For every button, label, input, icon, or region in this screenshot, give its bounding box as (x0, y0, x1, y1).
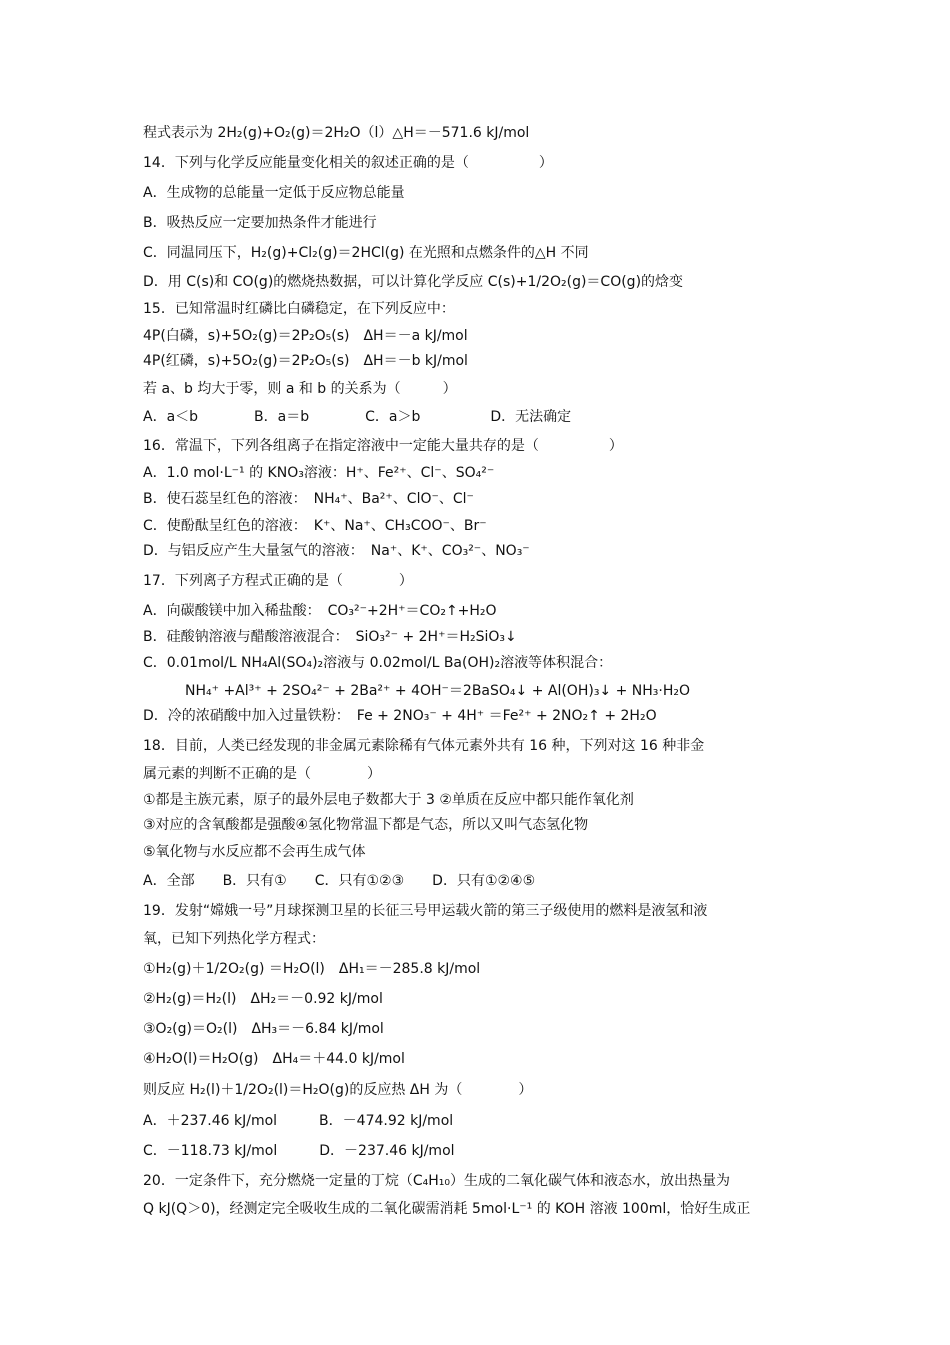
q17-option-a: A．向碳酸镁中加入稀盐酸： CO₃²⁻+2H⁺＝CO₂↑+H₂O (143, 603, 497, 619)
q16-option-b: B．使石蕊呈红色的溶液： NH₄⁺、Ba²⁺、ClO⁻、Cl⁻ (143, 491, 474, 507)
q19-equation-4: ④H₂O(l)＝H₂O(g) ΔH₄＝＋44.0 kJ/mol (143, 1051, 405, 1067)
question-14: 14．下列与化学反应能量变化相关的叙述正确的是（ ） (143, 155, 553, 171)
question-19-continued: 氧，已知下列热化学方程式： (143, 931, 325, 947)
question-17: 17．下列离子方程式正确的是（ ） (143, 573, 413, 589)
q18-statement-5: ⑤氧化物与水反应都不会再生成气体 (143, 844, 366, 860)
question-16: 16．常温下，下列各组离子在指定溶液中一定能大量共存的是（ ） (143, 438, 623, 454)
q16-option-c: C．使酚酞呈红色的溶液： K⁺、Na⁺、CH₃COO⁻、Br⁻ (143, 518, 487, 534)
q19-equation-3: ③O₂(g)＝O₂(l) ΔH₃＝－6.84 kJ/mol (143, 1021, 384, 1037)
q17-option-c-equation: NH₄⁺ +Al³⁺ + 2SO₄²⁻ + 2Ba²⁺ + 4OH⁻＝2BaSO₄↓ + Al(OH)₃↓ + NH₃·H₂O (185, 683, 691, 699)
q16-option-a: A．1.0 mol·L⁻¹ 的 KNO₃溶液：H⁺、Fe²⁺、Cl⁻、SO₄²⁻ (143, 465, 495, 481)
q15-options: A．a＜b B．a＝b C．a＞b D．无法确定 (143, 409, 572, 425)
q17-option-b: B．硅酸钠溶液与醋酸溶液混合： SiO₃²⁻ + 2H⁺＝H₂SiO₃↓ (143, 629, 517, 645)
q17-option-d: D．冷的浓硝酸中加入过量铁粉： Fe + 2NO₃⁻ + 4H⁺ ＝Fe²⁺ + 2NO₂↑ + 2H₂O (143, 708, 657, 724)
question-20-continued: Q kJ(Q＞0)，经测定完全吸收生成的二氧化碳需消耗 5mol·L⁻¹ 的 KOH 溶液 100ml，恰好生成正 (143, 1201, 751, 1217)
question-18: 18．目前，人类已经发现的非金属元素除稀有气体元素外共有 16 种，下列对这 16 种非金 (143, 738, 705, 754)
q19-target-reaction: 则反应 H₂(l)＋1/2O₂(l)＝H₂O(g)的反应热 ΔH 为（ ） (143, 1082, 533, 1098)
q19-options-cd: C．－118.73 kJ/mol D．－237.46 kJ/mol (143, 1143, 455, 1159)
question-20: 20．一定条件下，充分燃烧一定量的丁烷（C₄H₁₀）生成的二氧化碳气体和液态水，放出热量为 (143, 1173, 730, 1189)
q17-option-c: C．0.01mol/L NH₄Al(SO₄)₂溶液与 0.02mol/L Ba(OH)₂溶液等体积混合： (143, 655, 613, 671)
question-19: 19．发射“嫦娥一号”月球探测卫星的长征三号甲运载火箭的第三子级使用的燃料是液氢和液 (143, 903, 708, 919)
q19-equation-1: ①H₂(g)＋1/2O₂(g) ＝H₂O(l) ΔH₁＝－285.8 kJ/mol (143, 961, 481, 977)
q15-condition: 若 a、b 均大于零，则 a 和 b 的关系为（ ） (143, 381, 457, 397)
q19-equation-2: ②H₂(g)＝H₂(l) ΔH₂＝－0.92 kJ/mol (143, 991, 383, 1007)
q16-option-d: D．与铝反应产生大量氢气的溶液： Na⁺、K⁺、CO₃²⁻、NO₃⁻ (143, 543, 530, 559)
q18-statement-1-2: ①都是主族元素，原子的最外层电子数都大于 3 ②单质在反应中都只能作氧化剂 (143, 792, 634, 808)
line-equation-continued: 程式表示为 2H₂(g)+O₂(g)＝2H₂O（l）△H＝－571.6 kJ/mol (143, 125, 530, 141)
question-18-continued: 属元素的判断不正确的是（ ） (143, 766, 381, 782)
q14-option-b: B．吸热反应一定要加热条件才能进行 (143, 215, 377, 231)
q19-options-ab: A．＋237.46 kJ/mol B．－474.92 kJ/mol (143, 1113, 454, 1129)
q15-reaction-red-phosphorus: 4P(红磷，s)+5O₂(g)＝2P₂O₅(s) ΔH＝－b kJ/mol (143, 353, 468, 369)
q14-option-a: A．生成物的总能量一定低于反应物总能量 (143, 185, 405, 201)
q14-option-c: C．同温同压下，H₂(g)+Cl₂(g)＝2HCl(g) 在光照和点燃条件的△H 不同 (143, 245, 589, 261)
question-15: 15．已知常温时红磷比白磷稳定，在下列反应中： (143, 301, 455, 317)
q15-reaction-white-phosphorus: 4P(白磷，s)+5O₂(g)＝2P₂O₅(s) ΔH＝－a kJ/mol (143, 328, 468, 344)
q18-statement-3-4: ③对应的含氧酸都是强酸④氢化物常温下都是气态，所以又叫气态氢化物 (143, 817, 589, 833)
q14-option-d: D．用 C(s)和 CO(g)的燃烧热数据，可以计算化学反应 C(s)+1/2O₂(g)＝CO(g)的焓变 (143, 274, 684, 290)
q18-options: A．全部 B．只有① C．只有①②③ D．只有①②④⑤ (143, 873, 536, 889)
